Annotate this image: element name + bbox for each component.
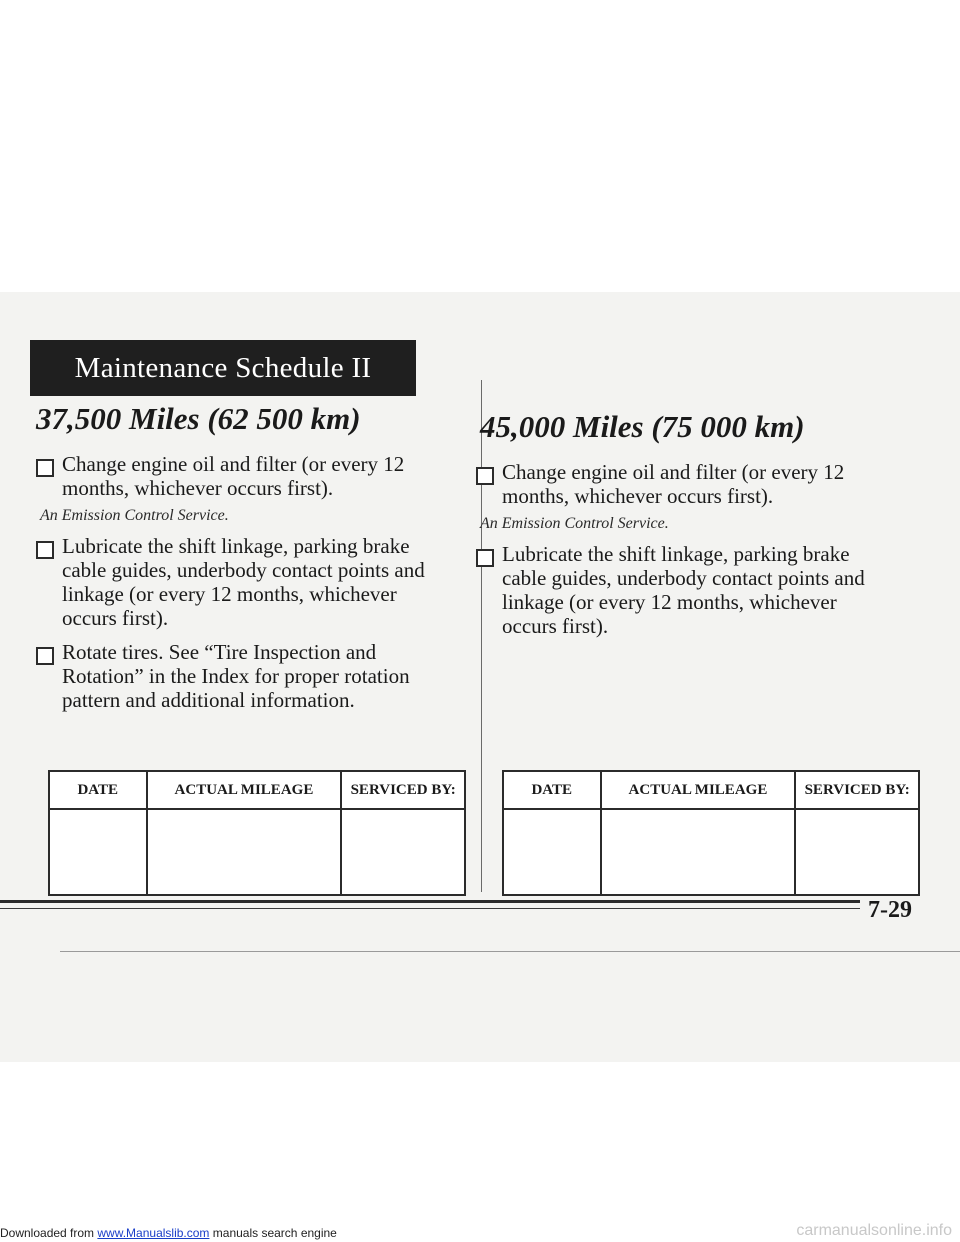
checkbox-icon[interactable] bbox=[476, 549, 494, 567]
manualslib-link[interactable]: www.Manualslib.com bbox=[97, 1226, 210, 1240]
actual-mileage-header: ACTUAL MILEAGE bbox=[601, 771, 796, 809]
item-text: Change engine oil and filter (or every 12 months, whichever occurs first). bbox=[62, 452, 405, 500]
left-checklist-item-2 bbox=[36, 534, 456, 630]
right-service-table bbox=[502, 770, 920, 896]
footer-suffix: manuals search engine bbox=[209, 1226, 337, 1240]
section-banner: Maintenance Schedule II bbox=[30, 340, 416, 396]
date-cell[interactable] bbox=[49, 809, 147, 895]
footer-prefix: Downloaded from bbox=[0, 1226, 98, 1240]
actual-mileage-header: ACTUAL MILEAGE bbox=[147, 771, 342, 809]
right-heading: 45,000 Miles (75 000 km) bbox=[480, 409, 805, 444]
left-checklist-item-1 bbox=[36, 452, 456, 500]
right-column bbox=[476, 408, 896, 638]
emission-note: An Emission Control Service. bbox=[480, 515, 669, 532]
checkbox-icon[interactable] bbox=[36, 459, 54, 477]
date-header: DATE bbox=[503, 771, 601, 809]
page-number: 7-29 bbox=[868, 897, 912, 923]
right-checklist-item-1 bbox=[476, 460, 896, 508]
date-cell[interactable] bbox=[503, 809, 601, 895]
left-heading: 37,500 Miles (62 500 km) bbox=[36, 401, 361, 436]
item-text: Lubricate the shift linkage, parking brake cable guides, underbody contact points and linkage (or every 12 months, whichever occurs first). bbox=[62, 534, 425, 630]
serviced-by-cell[interactable] bbox=[795, 809, 919, 895]
item-text: Rotate tires. See “Tire Inspection and Rotation” in the Index for proper rotation pattern and additional information. bbox=[62, 640, 410, 712]
checkbox-icon[interactable] bbox=[36, 647, 54, 665]
checkbox-icon[interactable] bbox=[36, 541, 54, 559]
actual-mileage-cell[interactable] bbox=[601, 809, 796, 895]
checkbox-icon[interactable] bbox=[476, 467, 494, 485]
right-checklist-item-2 bbox=[476, 542, 896, 638]
item-text: Change engine oil and filter (or every 12 months, whichever occurs first). bbox=[502, 460, 845, 508]
left-column bbox=[36, 400, 456, 712]
serviced-by-header: SERVICED BY: bbox=[341, 771, 465, 809]
footer-rule-thin bbox=[0, 908, 860, 909]
left-checklist-item-3 bbox=[36, 640, 456, 712]
watermark-text: carmanualsonline.info bbox=[796, 1222, 952, 1239]
left-service-table bbox=[48, 770, 466, 896]
emission-note: An Emission Control Service. bbox=[40, 507, 229, 524]
download-footer bbox=[0, 1226, 337, 1240]
date-header: DATE bbox=[49, 771, 147, 809]
footer-rule-thick bbox=[0, 900, 860, 903]
actual-mileage-cell[interactable] bbox=[147, 809, 342, 895]
page-bottom-rule bbox=[60, 951, 960, 952]
item-text: Lubricate the shift linkage, parking brake cable guides, underbody contact points and linkage (or every 12 months, whichever occurs first). bbox=[502, 542, 865, 638]
serviced-by-header: SERVICED BY: bbox=[795, 771, 919, 809]
serviced-by-cell[interactable] bbox=[341, 809, 465, 895]
